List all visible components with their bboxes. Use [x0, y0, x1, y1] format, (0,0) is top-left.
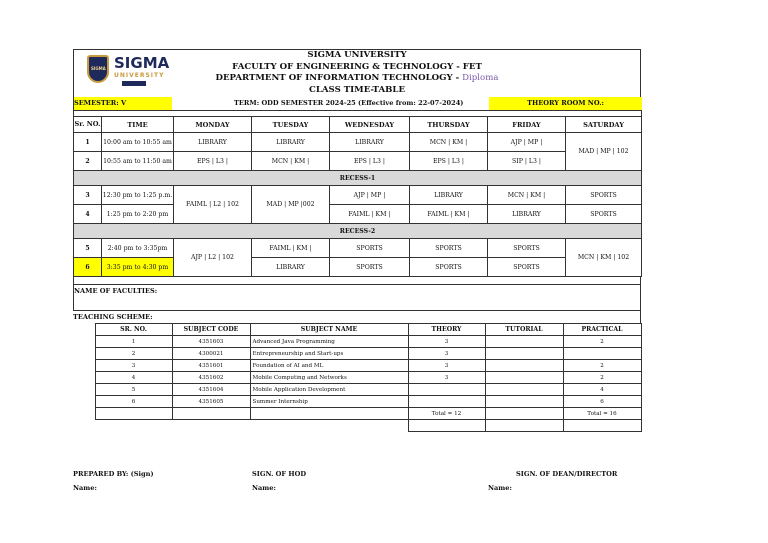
- col-saturday: SATURDAY: [566, 117, 642, 133]
- name-label-2: Name:: [252, 484, 276, 492]
- table-row: [73, 372, 641, 384]
- info-row: [73, 97, 641, 110]
- time-cell: 1:25 pm to 2:20 pm: [102, 205, 174, 224]
- scheme-cell: 2: [563, 336, 641, 348]
- scheme-cell: Summer Internship: [250, 396, 408, 408]
- scheme-cell: 2: [95, 348, 172, 360]
- col-tutorial: TUTORIAL: [485, 324, 563, 336]
- scheme-cell: [563, 348, 641, 360]
- university-name: SIGMA UNIVERSITY: [307, 50, 407, 60]
- col-wednesday: WEDNESDAY: [330, 117, 410, 133]
- slot-cell: LIBRARY: [410, 186, 488, 205]
- table-row: [74, 133, 642, 152]
- scheme-cell: 3: [95, 360, 172, 372]
- slot-cell: SPORTS: [566, 186, 642, 205]
- theory-total: Total = 12: [408, 408, 485, 420]
- name-label-3: Name:: [488, 484, 512, 492]
- scheme-cell: 4351605: [172, 396, 250, 408]
- slot-cell: SPORTS: [410, 239, 488, 258]
- prepared-by-label: PREPARED BY: (Sign): [73, 470, 154, 478]
- sr-cell: 2: [74, 152, 102, 171]
- col-tuesday: TUESDAY: [252, 117, 330, 133]
- slot-cell: SPORTS: [330, 239, 410, 258]
- logo-word: SIGMA: [114, 54, 170, 72]
- slot-cell: MAD | MP |002: [252, 186, 330, 224]
- slot-cell: AJP | MP |: [488, 133, 566, 152]
- hod-sign-label: SIGN. OF HOD: [252, 470, 307, 478]
- scheme-cell: [485, 336, 563, 348]
- scheme-cell: [485, 372, 563, 384]
- col-thursday: THURSDAY: [410, 117, 488, 133]
- scheme-cell: 4351604: [172, 384, 250, 396]
- scheme-cell: 5: [95, 384, 172, 396]
- sr-cell: 6: [74, 258, 102, 277]
- table-row: [74, 239, 642, 258]
- semester-label: SEMESTER: V: [74, 97, 172, 110]
- slot-cell: SPORTS: [566, 205, 642, 224]
- sr-cell: 1: [74, 133, 102, 152]
- slot-cell: FAIML | L2 | 102: [174, 186, 252, 224]
- scheme-cell: [408, 396, 485, 408]
- teaching-scheme-table: [73, 323, 642, 432]
- slot-cell: MCN | KM |: [252, 152, 330, 171]
- faculties-label: NAME OF FACULTIES:: [73, 284, 641, 297]
- scheme-cell: Entrepreneurship and Start-ups: [250, 348, 408, 360]
- document-title: CLASS TIME-TABLE: [309, 84, 405, 95]
- timetable-header-row: [74, 117, 642, 133]
- scheme-cell: 4351603: [172, 336, 250, 348]
- scheme-cell: Mobile Application Development: [250, 384, 408, 396]
- shield-icon: SIGMA: [87, 55, 109, 83]
- scheme-cell: Mobile Computing and Networks: [250, 372, 408, 384]
- slot-cell: AJP | L2 | 102: [174, 239, 252, 277]
- time-cell: 3:35 pm to 4:30 pm: [102, 258, 174, 277]
- recess-row: [74, 171, 642, 186]
- col-time: TIME: [102, 117, 174, 133]
- time-cell: 10:55 am to 11:50 am: [102, 152, 174, 171]
- slot-cell: SPORTS: [330, 258, 410, 277]
- spacer: [73, 277, 641, 284]
- practical-total: Total = 16: [563, 408, 641, 420]
- scheme-cell: Foundation of AI and ML: [250, 360, 408, 372]
- slot-cell: EPS | L3 |: [174, 152, 252, 171]
- scheme-total-row: [73, 408, 641, 420]
- recess-1-label: RECESS-1: [74, 171, 642, 186]
- table-row: [74, 186, 642, 205]
- scheme-cell: 1: [95, 336, 172, 348]
- slot-cell: EPS | L3 |: [330, 152, 410, 171]
- slot-cell: MCN | KM |: [488, 186, 566, 205]
- slot-cell: MCN | KM | 102: [566, 239, 642, 277]
- table-row: [74, 152, 642, 171]
- scheme-cell: [408, 384, 485, 396]
- slot-cell: EPS | L3 |: [410, 152, 488, 171]
- program-name: Diploma: [462, 73, 499, 83]
- col-sr-no: SR. NO.: [95, 324, 172, 336]
- scheme-blank-row: [73, 420, 641, 432]
- scheme-cell: Advanced Java Programming: [250, 336, 408, 348]
- col-theory: THEORY: [408, 324, 485, 336]
- slot-cell: FAIML | KM |: [252, 239, 330, 258]
- header-titles: [74, 50, 640, 96]
- recess-row: [74, 224, 642, 239]
- scheme-cell: 2: [563, 360, 641, 372]
- table-row: [74, 258, 642, 277]
- term-label: TERM: ODD SEMESTER 2024-25 (Effective from: 22-07-2024): [234, 99, 464, 107]
- logo-subword: UNIVERSITY: [114, 72, 165, 79]
- scheme-cell: 4: [563, 384, 641, 396]
- scheme-cell: 6: [95, 396, 172, 408]
- scheme-cell: [485, 384, 563, 396]
- scheme-cell: 3: [408, 336, 485, 348]
- scheme-cell: 4351601: [172, 360, 250, 372]
- col-practical: PRACTICAL: [563, 324, 641, 336]
- slot-cell: MAD | MP | 102: [566, 133, 642, 171]
- scheme-cell: [485, 360, 563, 372]
- col-subject-code: SUBJECT CODE: [172, 324, 250, 336]
- scheme-cell: [485, 396, 563, 408]
- faculty-name: FACULTY OF ENGINEERING & TECHNOLOGY - FET: [232, 61, 482, 72]
- slot-cell: SIP | L3 |: [488, 152, 566, 171]
- slot-cell: LIBRARY: [252, 258, 330, 277]
- slot-cell: SPORTS: [488, 239, 566, 258]
- scheme-cell: 3: [408, 372, 485, 384]
- spacer: [73, 297, 641, 311]
- timetable-sheet: [73, 49, 641, 432]
- time-cell: 10:00 am to 10:55 am: [102, 133, 174, 152]
- slot-cell: LIBRARY: [330, 133, 410, 152]
- scheme-cell: 3: [408, 348, 485, 360]
- scheme-cell: 6: [563, 396, 641, 408]
- table-row: [74, 205, 642, 224]
- recess-2-label: RECESS-2: [74, 224, 642, 239]
- col-sr: Sr. NO.: [74, 117, 102, 133]
- timetable-table: [73, 110, 642, 277]
- table-row: [73, 396, 641, 408]
- scheme-cell: 3: [408, 360, 485, 372]
- table-row: [73, 336, 641, 348]
- slot-cell: SPORTS: [410, 258, 488, 277]
- col-subject-name: SUBJECT NAME: [250, 324, 408, 336]
- dean-sign-label: SIGN. OF DEAN/DIRECTOR: [516, 470, 618, 478]
- scheme-cell: 4: [95, 372, 172, 384]
- table-row: [73, 384, 641, 396]
- scheme-cell: [485, 348, 563, 360]
- table-row: [73, 360, 641, 372]
- slot-cell: LIBRARY: [252, 133, 330, 152]
- time-cell: 12:30 pm to 1:25 p.m.: [102, 186, 174, 205]
- name-label-1: Name:: [73, 484, 97, 492]
- slot-cell: FAIML | KM |: [410, 205, 488, 224]
- slot-cell: MCN | KM |: [410, 133, 488, 152]
- slot-cell: LIBRARY: [174, 133, 252, 152]
- sr-cell: 3: [74, 186, 102, 205]
- scheme-cell: 4300021: [172, 348, 250, 360]
- sr-cell: 4: [74, 205, 102, 224]
- sr-cell: 5: [74, 239, 102, 258]
- col-monday: MONDAY: [174, 117, 252, 133]
- slot-cell: LIBRARY: [488, 205, 566, 224]
- slot-cell: SPORTS: [488, 258, 566, 277]
- department-line: DEPARTMENT OF INFORMATION TECHNOLOGY - Diploma: [215, 73, 499, 83]
- scheme-cell: 2: [563, 372, 641, 384]
- col-friday: FRIDAY: [488, 117, 566, 133]
- document-header: [73, 49, 641, 97]
- scheme-cell: 4351602: [172, 372, 250, 384]
- teaching-scheme-label: TEACHING SCHEME:: [73, 311, 641, 323]
- slot-cell: FAIML | KM |: [330, 205, 410, 224]
- table-row: [73, 348, 641, 360]
- time-cell: 2:40 pm to 3:35pm: [102, 239, 174, 258]
- theory-room-label: THEORY ROOM NO.:: [489, 97, 642, 110]
- scheme-header-row: [73, 324, 641, 336]
- slot-cell: AJP | MP |: [330, 186, 410, 205]
